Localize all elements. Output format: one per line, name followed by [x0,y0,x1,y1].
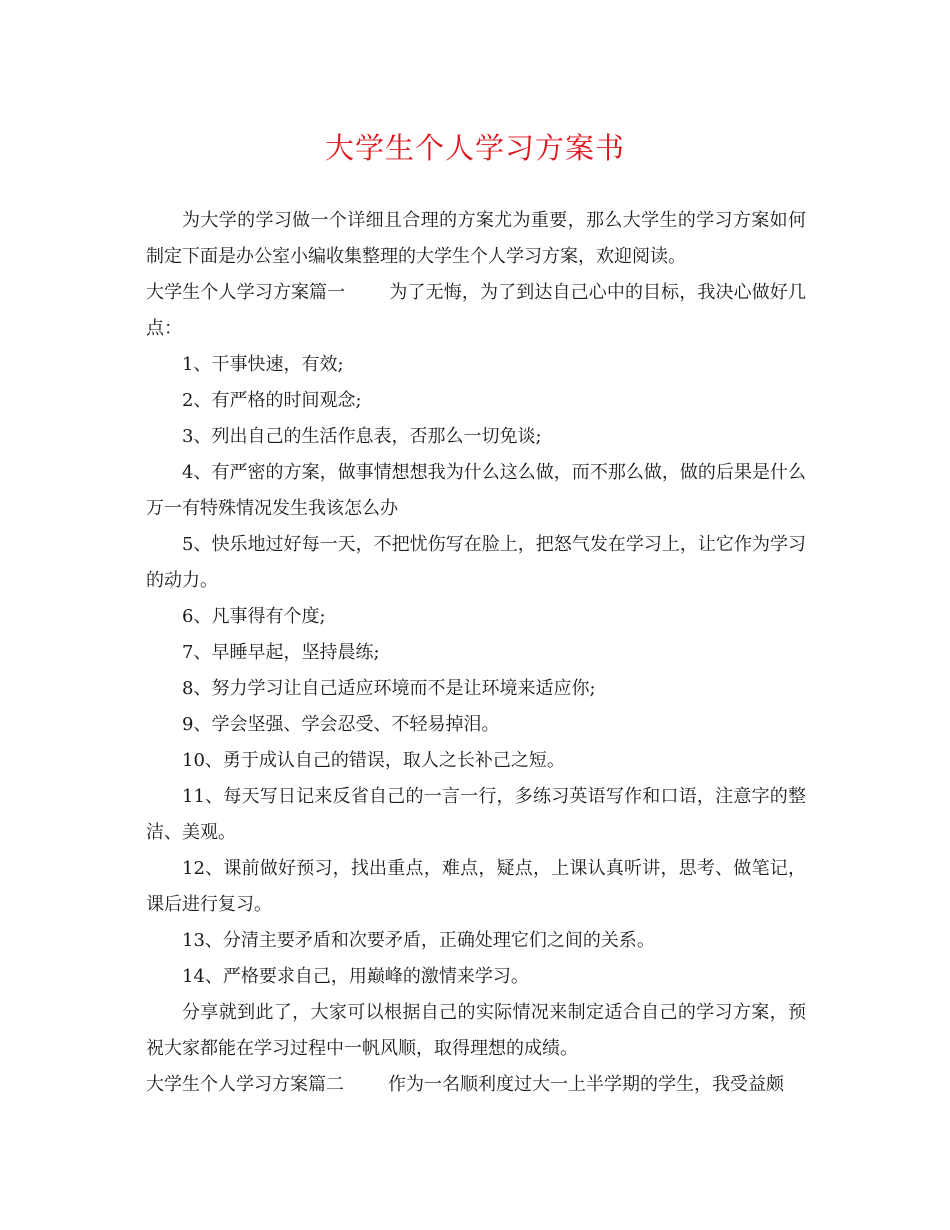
list-item: 8、努力学习让自己适应环境而不是让环境来适应你; [182,678,596,699]
section-1-heading: 大学生个人学习方案篇一 [146,282,346,303]
list-item: 11、每天写日记来反省自己的一言一行，多练习英语写作和口语，注意字的整洁、美观。 [146,786,806,843]
list-item: 12、课前做好预习，找出重点，难点，疑点，上课认真听讲，思考、做笔记，课后进行复习。 [146,858,806,915]
list-item: 3、列出自己的生活作息表，否那么一切免谈; [182,426,542,447]
list-item: 13、分清主要矛盾和次要矛盾，正确处理它们之间的关系。 [182,930,655,951]
list-item: 2、有严格的时间观念; [182,390,362,411]
section-2-heading: 大学生个人学习方案篇二 [146,1074,344,1095]
section-1-paragraph [146,275,806,347]
intro-paragraph: 为大学的学习做一个详细且合理的方案尤为重要，那么大学生的学习方案如何制定下面是办公室小编收集整理的大学生个人学习方案，欢迎阅读。 [146,210,806,267]
list-item: 9、学会坚强、学会忍受、不轻易掉泪。 [182,714,500,735]
list-item: 7、早睡早起，坚持晨练; [182,642,380,663]
section-1-text: 为了无悔，为了到达自己心中的目标，我决心做好几点： [146,282,807,339]
document-title: 大学生个人学习方案书 [324,131,625,165]
list-item: 14、严格要求自己，用巅峰的激情来学习。 [182,966,529,987]
section-2-text: 作为一名顺利度过大一上半学期的学生，我受益颇 [388,1074,784,1095]
list-item: 4、有严密的方案，做事情想想我为什么这么做，而不那么做，做的后果是什么万一有特殊情况发生我该怎么办 [146,462,806,519]
list-item: 10、勇于成认自己的错误，取人之长补己之短。 [182,750,565,771]
document-body [146,203,806,1103]
list-item: 5、快乐地过好每一天，不把忧伤写在脸上，把怒气发在学习上，让它作为学习的动力。 [146,534,806,591]
list-item: 1、干事快速，有效; [182,354,344,375]
closing-paragraph: 分享就到此了，大家可以根据自己的实际情况来制定适合自己的学习方案，预祝大家都能在学习过程中一帆风顺，取得理想的成绩。 [146,1002,806,1059]
section-2-paragraph [146,1067,806,1103]
list-item: 6、凡事得有个度; [182,606,326,627]
